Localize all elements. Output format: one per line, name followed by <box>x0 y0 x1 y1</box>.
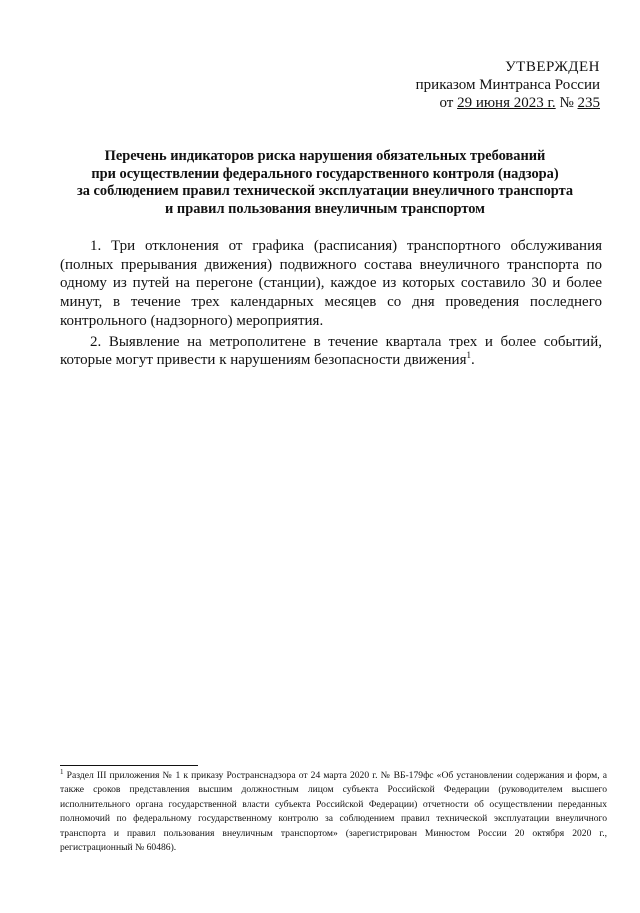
approval-number-sign: № <box>559 95 574 111</box>
approval-stamp: УТВЕРЖДЕН <box>505 59 600 75</box>
list-item-tail: . <box>471 352 475 369</box>
approval-block <box>416 58 600 112</box>
footnote <box>60 769 607 855</box>
approval-order-line: приказом Минтранса России <box>415 77 600 93</box>
footnote-marker: 1 <box>60 767 64 776</box>
list-item <box>60 237 602 331</box>
list-item <box>60 333 602 370</box>
footnote-divider <box>60 765 198 766</box>
approval-date-prefix: от <box>439 95 454 111</box>
document-body <box>60 237 602 370</box>
title-line: Перечень индикаторов риска нарушения обязательных требований <box>104 148 546 164</box>
approval-date: 29 июня 2023 г. <box>457 95 556 111</box>
footnote-reference: 1 <box>466 350 471 361</box>
title-line: при осуществлении федерального государственного контроля (надзора) <box>91 165 559 182</box>
list-item-text: 2. Выявление на метрополитене в течение квартала трех и более событий, которые могут привести к нарушениям безопасности движения <box>60 333 602 369</box>
title-line: и правил пользования внеуличным транспортом <box>165 200 485 217</box>
title-line: за соблюдением правил технической эксплуатации внеуличного транспорта <box>76 183 574 199</box>
footnote-text: Раздел III приложения № 1 к приказу Ространснадзора от 24 марта 2020 г. № ВБ-179фс «Об установлении содержания и форм, а также сроков представления высшим должностным лицом субъекта Российской Федерации (руководителем высшего исполнительного органа государственной власти субъекта Российской Федерации) отчетности об осуществлении переданных полномочий по федеральному государственному контролю за соблюдением правил технической эксплуатации внеуличного транспорта и правил пользования внеуличным транспортом» (зарегистрирован Минюстом России 20 октября 2020 г., регистрационный № 60486). <box>60 770 607 854</box>
document-title <box>40 148 610 218</box>
list-item-text: 1. Три отклонения от графика (расписания) транспортного обслуживания (полных прерывания движения) подвижного состава внеуличного транспорта по одному из путей на перегоне (станции), каждое из которых составило 30 и более минут, в течение трех календарных месяцев со дня проведения последнего контрольного (надзорного) мероприятия. <box>60 238 602 329</box>
approval-number: 235 <box>577 95 600 111</box>
approval-date-line <box>416 94 600 112</box>
